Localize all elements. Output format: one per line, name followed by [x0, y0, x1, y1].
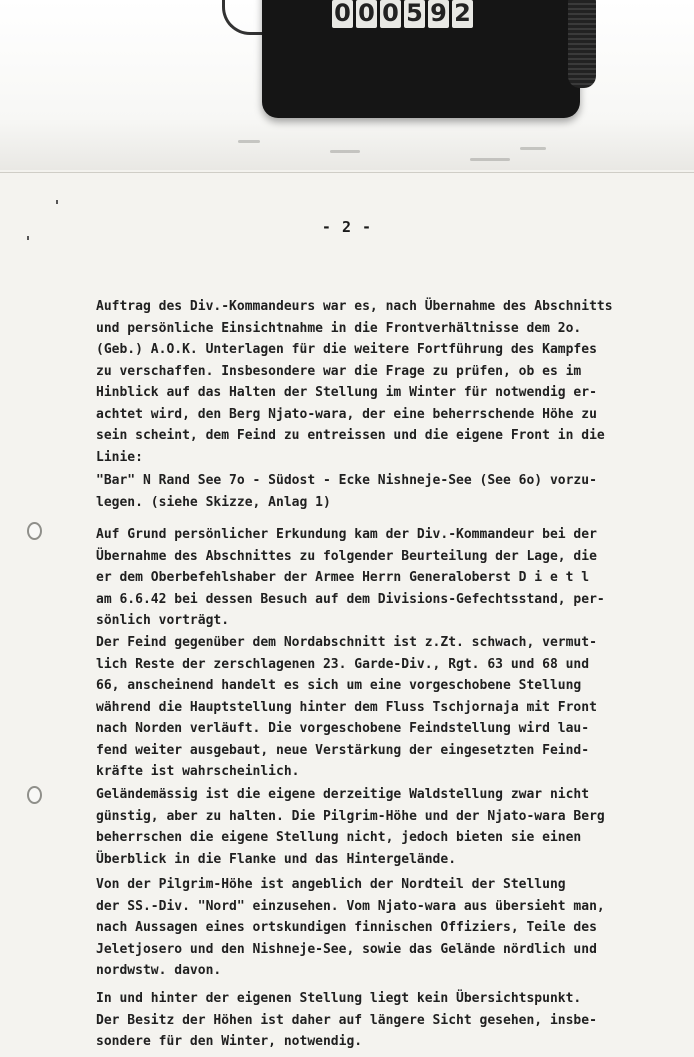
paragraph: [96, 296, 671, 468]
paragraph: [96, 632, 671, 783]
text-line: sondere für den Winter, notwendig.: [96, 1034, 363, 1049]
text-line: sein scheint, dem Feind zu entreissen und die eigene Front in die: [96, 428, 605, 443]
text-line: 66, anscheinend handelt es sich um eine vorgeschobene Stellung: [96, 678, 582, 693]
text-line: Überblick in die Flanke und das Hintergelände.: [96, 851, 457, 867]
text-line: "Bar" N Rand See 7o - Südost - Ecke Nishneje-See (See 6o) vorzu-: [96, 473, 597, 488]
counter-digit: 0: [332, 0, 353, 28]
text-line: Hinblick auf das Halten der Stellung im Winter für notwendig er-: [96, 385, 597, 400]
text-line: er dem Oberbefehlshaber der Armee Herrn Generaloberst D i e t l: [96, 570, 590, 585]
scan-smudge: [238, 140, 260, 143]
text-line: Auf Grund persönlicher Erkundung kam der Div.-Kommandeur bei der: [96, 527, 597, 542]
text-line: Der Feind gegenüber dem Nordabschnitt ist z.Zt. schwach, vermut-: [96, 635, 597, 650]
counter-digit: 0: [380, 0, 401, 28]
text-line: und persönliche Einsichtnahme in die Frontverhältnisse dem 2o.: [96, 320, 582, 336]
paragraph: [96, 524, 671, 632]
counter-knob: [568, 0, 596, 88]
text-line: beherrschen die eigene Stellung nicht, jedoch bieten sie einen: [96, 830, 582, 845]
counter-digit: 9: [428, 0, 449, 28]
text-line: während die Hauptstellung hinter dem Fluss Tschjornaja mit Front: [96, 699, 597, 715]
text-line: Von der Pilgrim-Höhe ist angeblich der Nordteil der Stellung: [96, 877, 566, 892]
text-line: nordwstw. davon.: [96, 963, 222, 978]
text-line: Jeletjosero und den Nishneje-See, sowie das Gelände nördlich und: [96, 941, 597, 957]
text-line: lich Reste der zerschlagenen 23. Garde-Div., Rgt. 63 und 68 und: [96, 656, 590, 672]
counter-digit: 5: [404, 0, 425, 28]
text-line: kräfte ist wahrscheinlich.: [96, 764, 300, 779]
page-number: - 2 -: [321, 218, 373, 236]
text-line: günstig, aber zu halten. Die Pilgrim-Höhe und der Njato-wara Berg: [96, 808, 605, 824]
paragraph: [96, 988, 671, 1053]
scanner-header-area: [0, 0, 694, 170]
text-line: legen. (siehe Skizze, Anlag 1): [96, 494, 331, 510]
text-line: nach Aussagen eines ortskundigen finnischen Offiziers, Teile des: [96, 920, 597, 935]
text-line: nach Norden verläuft. Die vorgeschobene Feindstellung wird lau-: [96, 721, 590, 736]
frame-counter-digits: [332, 0, 476, 30]
text-line: achtet wird, den Berg Njato-wara, der eine beherrschende Höhe zu: [96, 406, 597, 422]
text-line: (Geb.) A.O.K. Unterlagen für die weitere Fortführung des Kampfes: [96, 342, 597, 357]
punch-hole: [27, 786, 42, 804]
margin-mark: [56, 200, 58, 204]
scan-smudge: [520, 147, 546, 150]
paragraph: [96, 874, 671, 982]
counter-digit: 2: [452, 0, 473, 28]
text-line: Der Besitz der Höhen ist daher auf längere Sicht gesehen, insbe-: [96, 1012, 597, 1028]
punch-hole: [27, 522, 42, 540]
paragraph: [96, 784, 671, 870]
text-line: am 6.6.42 bei dessen Besuch auf dem Divisions-Gefechtsstand, per-: [96, 591, 605, 607]
paragraph: [96, 470, 671, 513]
scan-smudge: [470, 158, 510, 161]
margin-mark: [27, 236, 29, 240]
text-line: Geländemässig ist die eigene derzeitige Waldstellung zwar nicht: [96, 787, 590, 802]
text-line: Linie:: [96, 449, 143, 465]
text-line: zu verschaffen. Insbesondere war die Frage zu prüfen, ob es im: [96, 363, 582, 379]
text-line: sönlich vorträgt.: [96, 613, 230, 628]
scan-smudge: [330, 150, 360, 153]
counter-digit: 0: [356, 0, 377, 28]
text-line: Übernahme des Abschnittes zu folgender Beurteilung der Lage, die: [96, 548, 597, 564]
text-line: Auftrag des Div.-Kommandeurs war es, nach Übernahme des Abschnitts: [96, 299, 613, 314]
text-line: In und hinter der eigenen Stellung liegt kein Übersichtspunkt.: [96, 991, 582, 1006]
text-line: der SS.-Div. "Nord" einzusehen. Vom Njato-wara aus übersieht man,: [96, 898, 605, 914]
text-line: fend weiter ausgebaut, neue Verstärkung der eingesetzten Feind-: [96, 742, 590, 758]
